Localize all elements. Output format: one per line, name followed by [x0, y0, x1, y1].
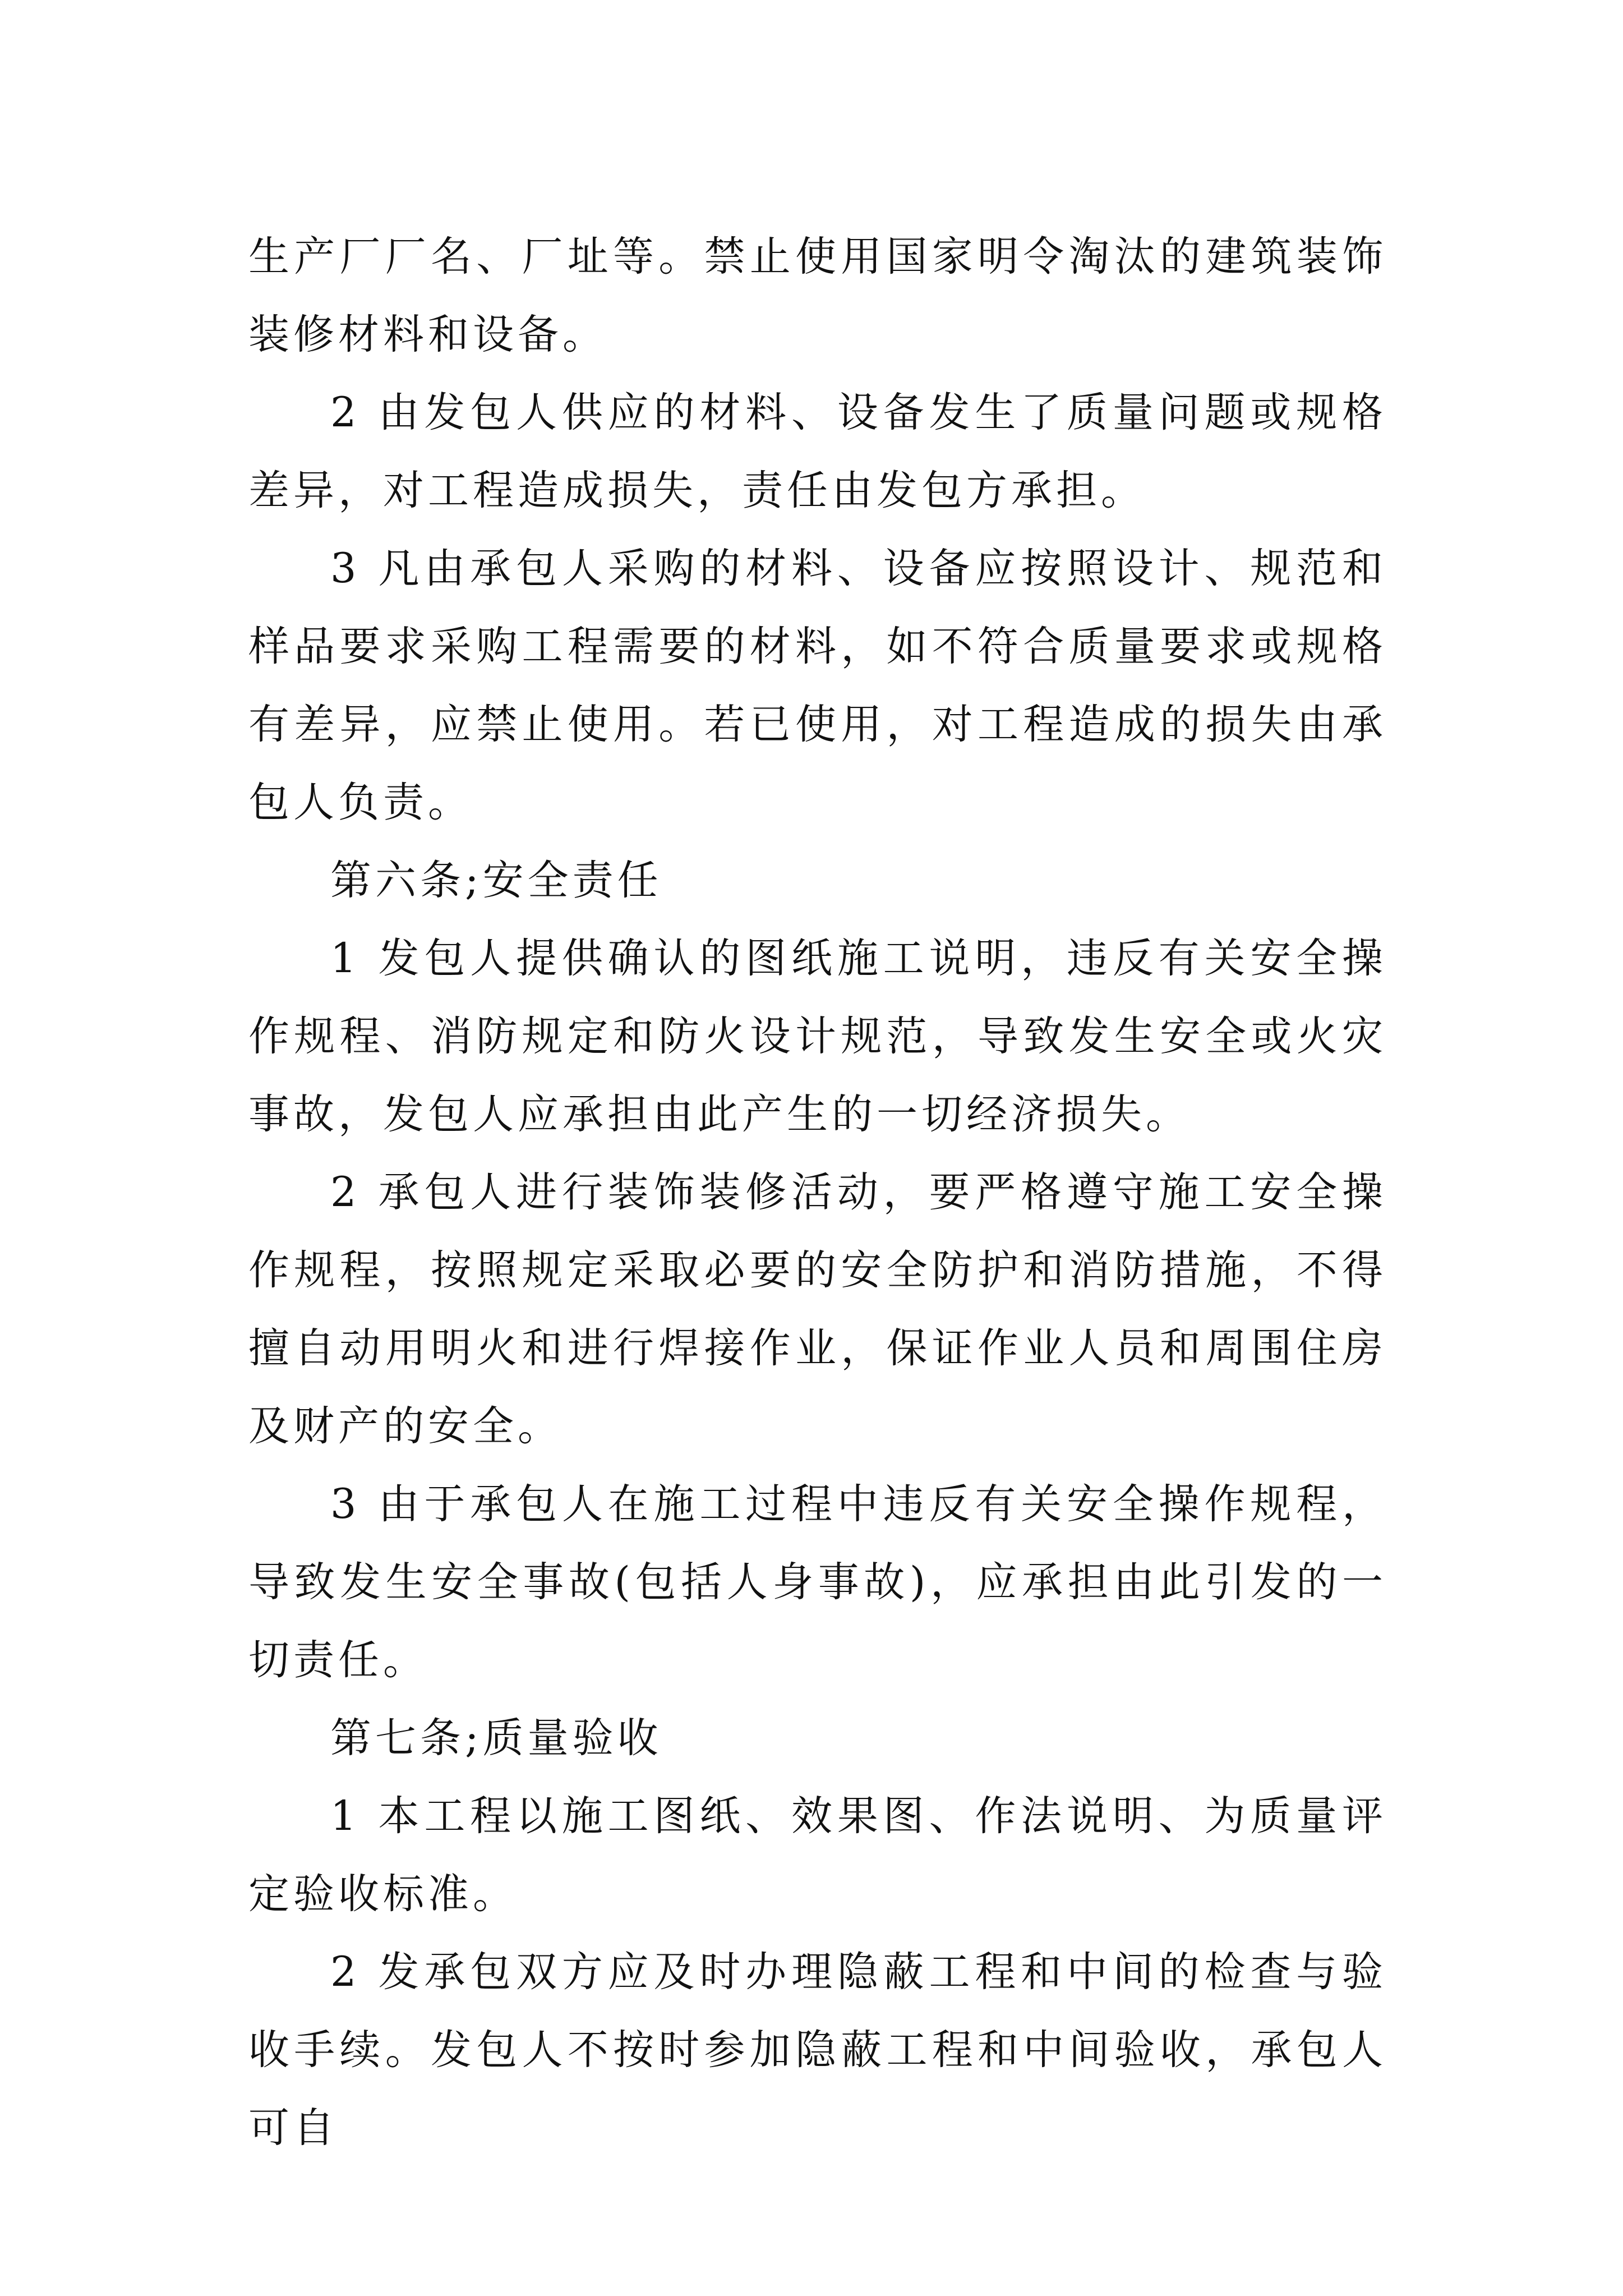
- paragraph-clause-6-3: 3 由于承包人在施工过程中违反有关安全操作规程，导致发生安全事故(包括人身事故)，应承担由此引发的一切责任。: [248, 1480, 1387, 1684]
- paragraph-continued-materials: 生产厂厂名、厂址等。禁止使用国家明令淘汰的建筑装饰装修材料和设备。: [248, 233, 1387, 358]
- paragraph-clause-6-2: 2 承包人进行装饰装修活动，要严格遵守施工安全操作规程，按照规定采取必要的安全防护和消防措施，不得擅自动用明火和进行焊接作业，保证作业人员和周围住房及财产的安全。: [248, 1168, 1387, 1450]
- document-body: [248, 218, 1387, 2167]
- section-heading-safety: 第六条;安全责任: [330, 857, 662, 904]
- paragraph-clause-7-1: 1 本工程以施工图纸、效果图、作法说明、为质量评定验收标准。: [248, 1792, 1387, 1918]
- paragraph-clause-7-2: 2 发承包双方应及时办理隐蔽工程和中间的检查与验收手续。发包人不按时参加隐蔽工程和中间验收，承包人可自: [248, 1948, 1387, 2152]
- paragraph-clause-6-1: 1 发包人提供确认的图纸施工说明，违反有关安全操作规程、消防规定和防火设计规范，导致发生安全或火灾事故，发包人应承担由此产生的一切经济损失。: [248, 935, 1387, 1138]
- paragraph-clause-5-2: 2 由发包人供应的材料、设备发生了质量问题或规格差异，对工程造成损失，责任由发包方承担。: [248, 389, 1387, 514]
- paragraph-clause-5-3: 3 凡由承包人采购的材料、设备应按照设计、规范和样品要求采购工程需要的材料，如不符合质量要求或规格有差异，应禁止使用。若已使用，对工程造成的损失由承包人负责。: [248, 545, 1387, 826]
- section-heading-quality: 第七条;质量验收: [330, 1714, 662, 1762]
